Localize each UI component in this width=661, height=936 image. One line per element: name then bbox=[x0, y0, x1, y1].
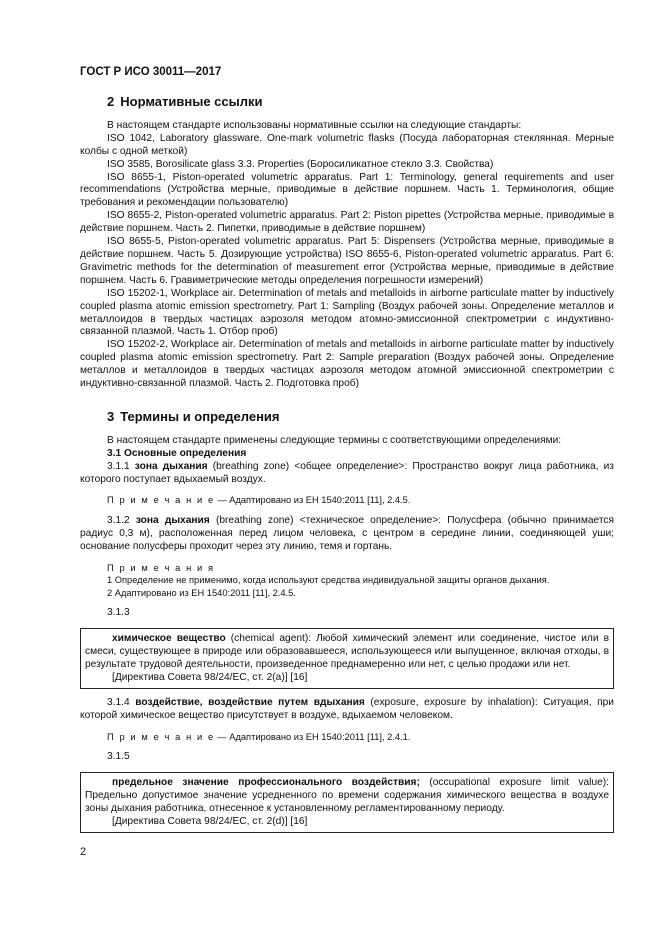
term-source-ref: [Директива Совета 98/24/ЕС, ст. 2(d)] [16] bbox=[112, 815, 308, 827]
term-3-1-1 bbox=[80, 461, 614, 487]
note-text: — Адаптировано из ЕН 1540:2011 [11], 2.4.5. bbox=[214, 495, 411, 506]
term-3-1-5 bbox=[85, 777, 609, 816]
term-source-ref: [Директива Совета 98/24/ЕС, ст. 2(а)] [16] bbox=[112, 671, 308, 683]
term-name: зона дыхания bbox=[134, 460, 208, 472]
section-3-number: 3 bbox=[107, 408, 115, 424]
normative-ref: ISO 8655-2, Piston-operated volumetric apparatus. Part 2: Piston pipettes (Устройства мерные, приводимые в действие поршнем. Часть 2. Пипетки, приводимые в действие поршнем) bbox=[80, 210, 614, 235]
term-number: 3.1.2 bbox=[107, 514, 130, 526]
term-3-1-4 bbox=[80, 697, 614, 723]
term-name: зона дыхания bbox=[135, 514, 210, 526]
section-3-intro: В настоящем стандарте применены следующие термины с соответствующими определениями: bbox=[107, 434, 562, 446]
term-3-1-3-box bbox=[80, 628, 614, 689]
term-number: 3.1.4 bbox=[107, 696, 130, 708]
term-definition: (exposure, exposure by inhalation): Ситуация, при которой химическое вещество присутствует в воздухе, вдыхаемом человеком. bbox=[80, 696, 614, 721]
note-item: 2 Адаптировано из ЕН 1540:2011 [11], 2.4.5. bbox=[107, 587, 296, 598]
section-2-heading bbox=[80, 96, 614, 109]
term-definition: (breathing zone) <техническое определение>: Полусфера (обычно принимается радиус 0,3 м), расположенная перед лицом человека, с центром в середине линии, соединяющей уши; основание полусферы проходит через эту линию, темя и гортань. bbox=[80, 514, 614, 552]
term-3-1-5-box bbox=[80, 772, 614, 833]
normative-ref: ISO 8655-1, Piston-operated volumetric apparatus. Part 1: Terminology, general requirements and user recommendations (Устройства мерные, приводимые в действие поршнем. Часть 1. Терминология, общие требования и рекомендации пользователю) bbox=[80, 171, 614, 209]
note-3-1-4 bbox=[80, 731, 614, 744]
normative-ref: ISO 3585, Borosilicate glass 3.3. Properties (Боросиликатное стекло 3.3. Свойства) bbox=[107, 158, 494, 170]
term-name: химическое вещество bbox=[112, 633, 226, 645]
normative-ref: ISO 8655-5, Piston-operated volumetric apparatus. Part 5: Dispensers (Устройства мерные, приводимые в действие поршнем. Часть 5. Дозирующие устройства) ISO 8655-6, Piston-operated volumetric apparatus. Part 6: Gravimetric methods for the determination of measurement error (Устройства мерные, приводимые в действие поршнем. Часть 6. Гравиметрические методы определения погрешности измерений) bbox=[80, 236, 614, 286]
normative-ref: ISO 15202-2, Workplace air. Determination of metals and metalloids in airborne particulate matter by inductively coupled plasma atomic emission spectrometry. Part 2: Sample preparation (Воздух рабочей зоны. Определение металлов и металлоидов в твердых частицах аэрозоля методом атомной эмиссионной спектрометрии с индуктивно-связанной плазмой. Часть 2. Подготовка проб) bbox=[80, 339, 614, 390]
term-number: 3.1.1 bbox=[107, 460, 130, 472]
normative-ref: ISO 15202-1, Workplace air. Determination of metals and metalloids in airborne particulate matter by inductively coupled plasma atomic emission spectrometry. Part 1: Sampling (Воздух рабочей зоны. Определение металлов и металлоидов в твердых частицах аэрозоля методом атомно-эмиссионной спектрометрии с индуктивно-связанной плазмой. Часть 1. Отбор проб) bbox=[80, 287, 614, 338]
note-text: — Адаптировано из ЕН 1540:2011 [11], 2.4.1. bbox=[214, 731, 411, 742]
term-definition: (occupational exposure limit value): Предельно допустимое значение усредненного по времени содержания химического вещества в воздухе зоны дыхания работника, отнесенное к установленному регламентированному периоду. bbox=[85, 776, 609, 814]
section-2-title: Нормативные ссылки bbox=[120, 94, 263, 109]
subsection-3-1-title: 3.1 Основные определения bbox=[107, 447, 247, 459]
note-label: П р и м е ч а н и е bbox=[107, 731, 215, 742]
section-2-number: 2 bbox=[107, 94, 115, 109]
note-label: П р и м е ч а н и е bbox=[107, 495, 215, 506]
notes-label: П р и м е ч а н и я bbox=[107, 562, 215, 573]
term-definition: (chemical agent): Любой химический элемент или соединение, чистое или в смеси, существующее в природе или образовавшееся, использующееся или выпущенное, включая отходы, в результате трудовой деятельности, произведенное преднамеренно или нет, с целью продажи или нет. bbox=[85, 633, 609, 670]
term-3-1-5-number: 3.1.5 bbox=[107, 751, 130, 763]
document-body bbox=[80, 90, 614, 833]
term-3-1-3-number: 3.1.3 bbox=[107, 607, 130, 619]
term-name: предельное значение профессионального воздействия; bbox=[112, 776, 420, 788]
document-header: ГОСТ Р ИСО 30011—2017 bbox=[80, 66, 222, 78]
term-name: воздействие, воздействие путем вдыхания bbox=[135, 696, 365, 708]
section-3-heading bbox=[80, 408, 614, 424]
term-3-1-3 bbox=[85, 633, 609, 672]
term-3-1-2 bbox=[80, 515, 614, 554]
normative-ref: ISO 1042, Laboratory glassware. One-mark volumetric flasks (Посуда лабораторная стеклянная. Мерные колбы с одной меткой) bbox=[80, 132, 614, 157]
section-3-title: Термины и определения bbox=[120, 408, 280, 424]
section-2-intro: В настоящем стандарте использованы нормативные ссылки на следующие стандарты: bbox=[107, 119, 522, 131]
note-3-1-1 bbox=[80, 494, 614, 507]
term-definition: (breathing zone) <общее определение>: Пространство вокруг лица работника, из которого поступает вдыхаемый воздух. bbox=[80, 460, 614, 485]
note-item: 1 Определение не применимо, когда используют средства индивидуальной защиты органов дыхания. bbox=[107, 575, 550, 586]
page-number: 2 bbox=[80, 846, 87, 858]
